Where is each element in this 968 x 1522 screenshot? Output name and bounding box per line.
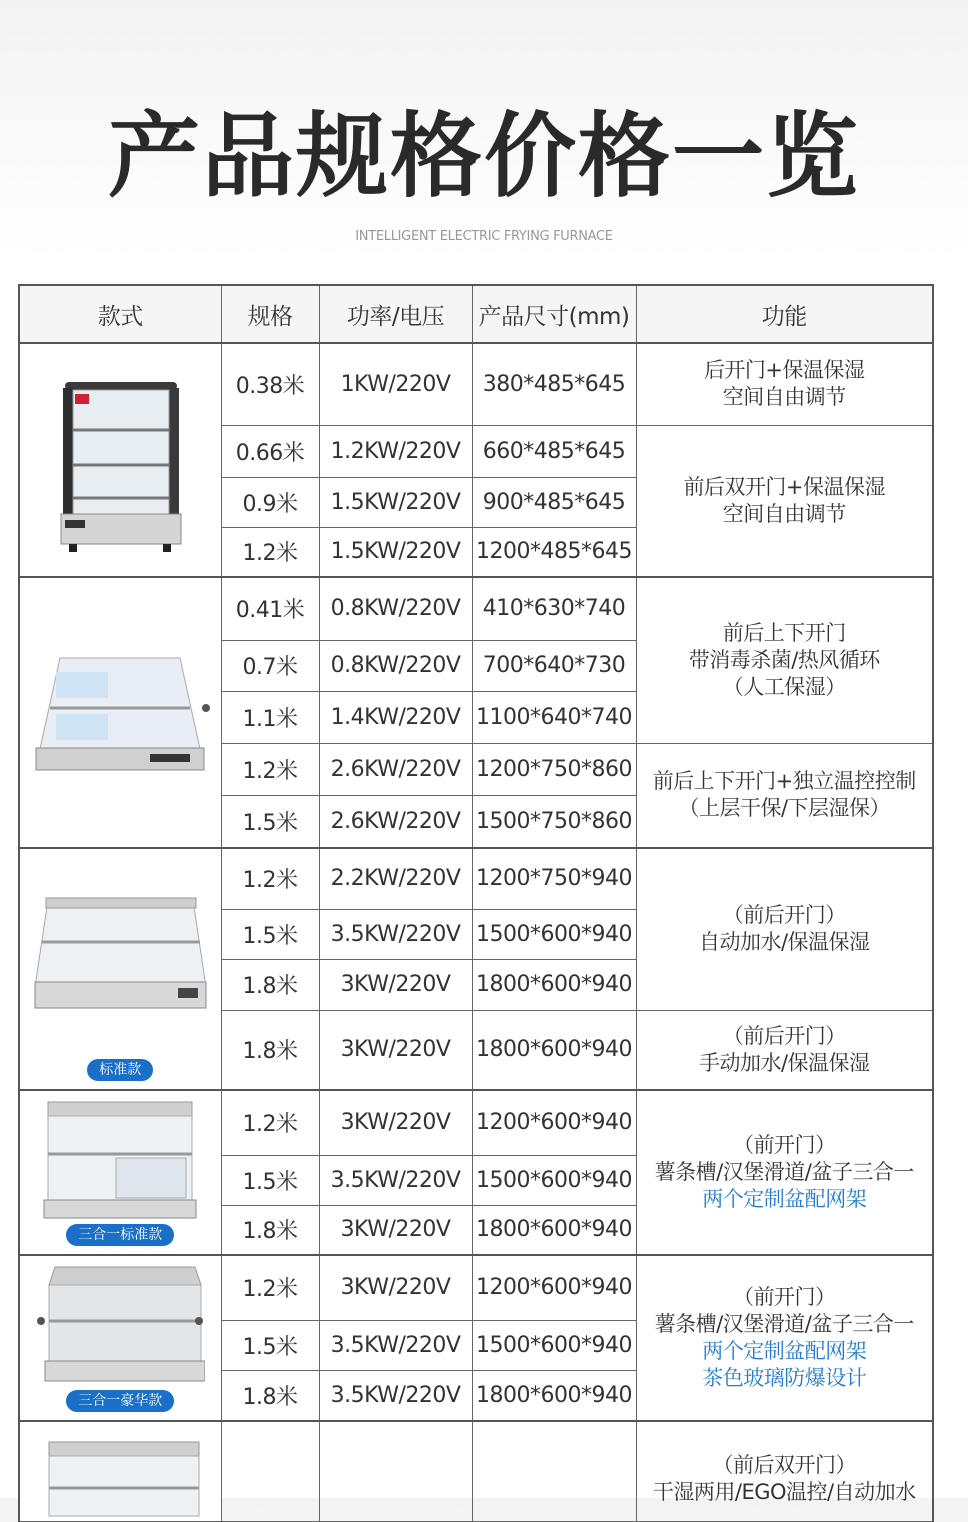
- spec-cell: 1.2米: [221, 527, 319, 577]
- spec-cell: 1.8米: [221, 1010, 319, 1090]
- power-cell: 2.6KW/220V: [319, 795, 472, 848]
- power-cell: 1KW/220V: [319, 343, 472, 425]
- power-cell: 3KW/220V: [319, 959, 472, 1010]
- size-cell: 1200*750*940: [472, 848, 636, 909]
- spec-cell: 0.7米: [221, 640, 319, 691]
- power-cell: 1.2KW/220V: [319, 425, 472, 477]
- size-cell: 700*640*730: [472, 640, 636, 691]
- function-line: 前后双开门+保温保湿: [683, 474, 886, 499]
- power-cell: 3KW/220V: [319, 1010, 472, 1090]
- function-line: 空间自由调节: [722, 501, 846, 526]
- table-row: [19, 577, 933, 640]
- table-header-row: [19, 285, 933, 343]
- power-cell: 3.5KW/220V: [319, 1370, 472, 1421]
- header-function: 功能: [636, 285, 933, 343]
- product-image-slanted-cabinet: [30, 648, 210, 778]
- function-cell: [636, 425, 933, 577]
- table-row: [19, 1255, 933, 1320]
- function-line: （前后开门）: [722, 1023, 846, 1048]
- function-line: 空间自由调节: [722, 385, 846, 410]
- size-cell: 1500*750*860: [472, 795, 636, 848]
- function-line: （前后开门）: [722, 903, 846, 928]
- size-cell: 1200*600*940: [472, 1255, 636, 1320]
- spec-cell: 1.5米: [221, 1155, 319, 1205]
- spec-cell: 1.5米: [221, 1320, 319, 1370]
- spec-cell: 0.38米: [221, 343, 319, 425]
- power-cell: 2.2KW/220V: [319, 848, 472, 909]
- product-image-cell: [19, 848, 221, 1090]
- function-line: 后开门+保温保湿: [703, 358, 865, 383]
- spec-cell: 1.2米: [221, 848, 319, 909]
- function-highlight: 两个定制盆配网架: [702, 1339, 867, 1363]
- size-cell: [472, 1421, 636, 1521]
- page-subtitle: INTELLIGENT ELECTRIC FRYING FURNACE: [355, 229, 613, 244]
- power-cell: 3KW/220V: [319, 1255, 472, 1320]
- spec-cell: 1.5米: [221, 909, 319, 959]
- power-cell: 0.8KW/220V: [319, 577, 472, 640]
- size-cell: 1200*750*860: [472, 743, 636, 795]
- table-row: [19, 1090, 933, 1155]
- size-cell: 1500*600*940: [472, 909, 636, 959]
- spec-cell: 1.2米: [221, 743, 319, 795]
- power-cell: 1.5KW/220V: [319, 527, 472, 577]
- power-cell: 2.6KW/220V: [319, 743, 472, 795]
- function-cell: [636, 577, 933, 743]
- size-cell: 410*630*740: [472, 577, 636, 640]
- size-cell: 380*485*645: [472, 343, 636, 425]
- function-cell: [636, 1421, 933, 1521]
- power-cell: 1.5KW/220V: [319, 477, 472, 527]
- spec-cell: 1.5米: [221, 795, 319, 848]
- header-spec: 规格: [221, 285, 319, 343]
- table-row: [19, 343, 933, 425]
- power-cell: 3.5KW/220V: [319, 909, 472, 959]
- function-line: （前开门）: [733, 1133, 836, 1157]
- product-image-standard-cabinet: [28, 892, 213, 1022]
- page-title: 产品规格价格一览: [107, 103, 860, 210]
- size-cell: 660*485*645: [472, 425, 636, 477]
- size-cell: 1500*600*940: [472, 1155, 636, 1205]
- product-image-double-door-cabinet: [35, 1438, 205, 1518]
- function-line: 薯条槽/汉堡滑道/盆子三合一: [654, 1312, 914, 1336]
- size-cell: 1500*600*940: [472, 1320, 636, 1370]
- spec-cell: 1.1米: [221, 691, 319, 743]
- power-cell: 3KW/220V: [319, 1090, 472, 1155]
- header-power: 功率/电压: [319, 285, 472, 343]
- spec-cell: 1.8米: [221, 1205, 319, 1255]
- size-cell: 1800*600*940: [472, 1370, 636, 1421]
- spec-cell: 1.8米: [221, 959, 319, 1010]
- size-cell: 1800*600*940: [472, 959, 636, 1010]
- spec-cell: 1.2米: [221, 1255, 319, 1320]
- product-image-cell: [19, 1421, 221, 1521]
- function-cell: [636, 343, 933, 425]
- function-line: （前开门）: [733, 1285, 836, 1309]
- function-line: （前后双开门）: [712, 1453, 856, 1477]
- product-image-cell: [19, 1090, 221, 1255]
- table-row: [19, 1421, 933, 1521]
- function-line: （人工保湿）: [722, 674, 846, 699]
- function-line: 自动加水/保温保湿: [698, 930, 870, 955]
- function-line: 前后上下开门+独立温控控制: [652, 769, 916, 794]
- function-cell: [636, 743, 933, 848]
- spec-cell: 0.41米: [221, 577, 319, 640]
- power-cell: 3.5KW/220V: [319, 1320, 472, 1370]
- function-line: 干湿两用/EGO温控/自动加水: [652, 1480, 916, 1504]
- size-cell: 1100*640*740: [472, 691, 636, 743]
- model-badge: 标准款: [87, 1059, 153, 1081]
- function-line: （上层干保/下层湿保）: [678, 796, 891, 821]
- product-image-cell: [19, 343, 221, 577]
- product-image-cell: [19, 1255, 221, 1421]
- model-badge: 三合一标准款: [66, 1224, 174, 1246]
- spec-cell: 1.8米: [221, 1370, 319, 1421]
- function-cell: [636, 848, 933, 1010]
- power-cell: 0.8KW/220V: [319, 640, 472, 691]
- size-cell: 1800*600*940: [472, 1010, 636, 1090]
- size-cell: 1200*600*940: [472, 1090, 636, 1155]
- product-image-curved-cabinet: [45, 360, 195, 560]
- spec-table: [18, 284, 934, 1522]
- function-line: 薯条槽/汉堡滑道/盆子三合一: [654, 1160, 914, 1184]
- size-cell: 900*485*645: [472, 477, 636, 527]
- spec-cell: [221, 1421, 319, 1521]
- spec-cell: 1.2米: [221, 1090, 319, 1155]
- function-line: 前后上下开门: [722, 620, 846, 645]
- power-cell: 1.4KW/220V: [319, 691, 472, 743]
- power-cell: 3.5KW/220V: [319, 1155, 472, 1205]
- product-image-cell: [19, 577, 221, 848]
- power-cell: 3KW/220V: [319, 1205, 472, 1255]
- function-line: 带消毒杀菌/热风循环: [688, 647, 880, 672]
- function-cell: [636, 1255, 933, 1421]
- product-image-3in1-deluxe: [35, 1261, 205, 1389]
- function-cell: [636, 1090, 933, 1255]
- header-style: 款式: [19, 285, 221, 343]
- size-cell: 1800*600*940: [472, 1205, 636, 1255]
- function-highlight: 茶色玻璃防爆设计: [702, 1366, 867, 1390]
- product-image-3in1-standard: [40, 1096, 200, 1224]
- spec-cell: 0.9米: [221, 477, 319, 527]
- function-line: 手动加水/保温保湿: [698, 1050, 870, 1075]
- size-cell: 1200*485*645: [472, 527, 636, 577]
- spec-cell: 0.66米: [221, 425, 319, 477]
- model-badge: 三合一豪华款: [66, 1390, 174, 1412]
- power-cell: [319, 1421, 472, 1521]
- function-highlight: 两个定制盆配网架: [702, 1187, 867, 1211]
- header-size: 产品尺寸(mm): [472, 285, 636, 343]
- function-cell: [636, 1010, 933, 1090]
- table-row: [19, 848, 933, 909]
